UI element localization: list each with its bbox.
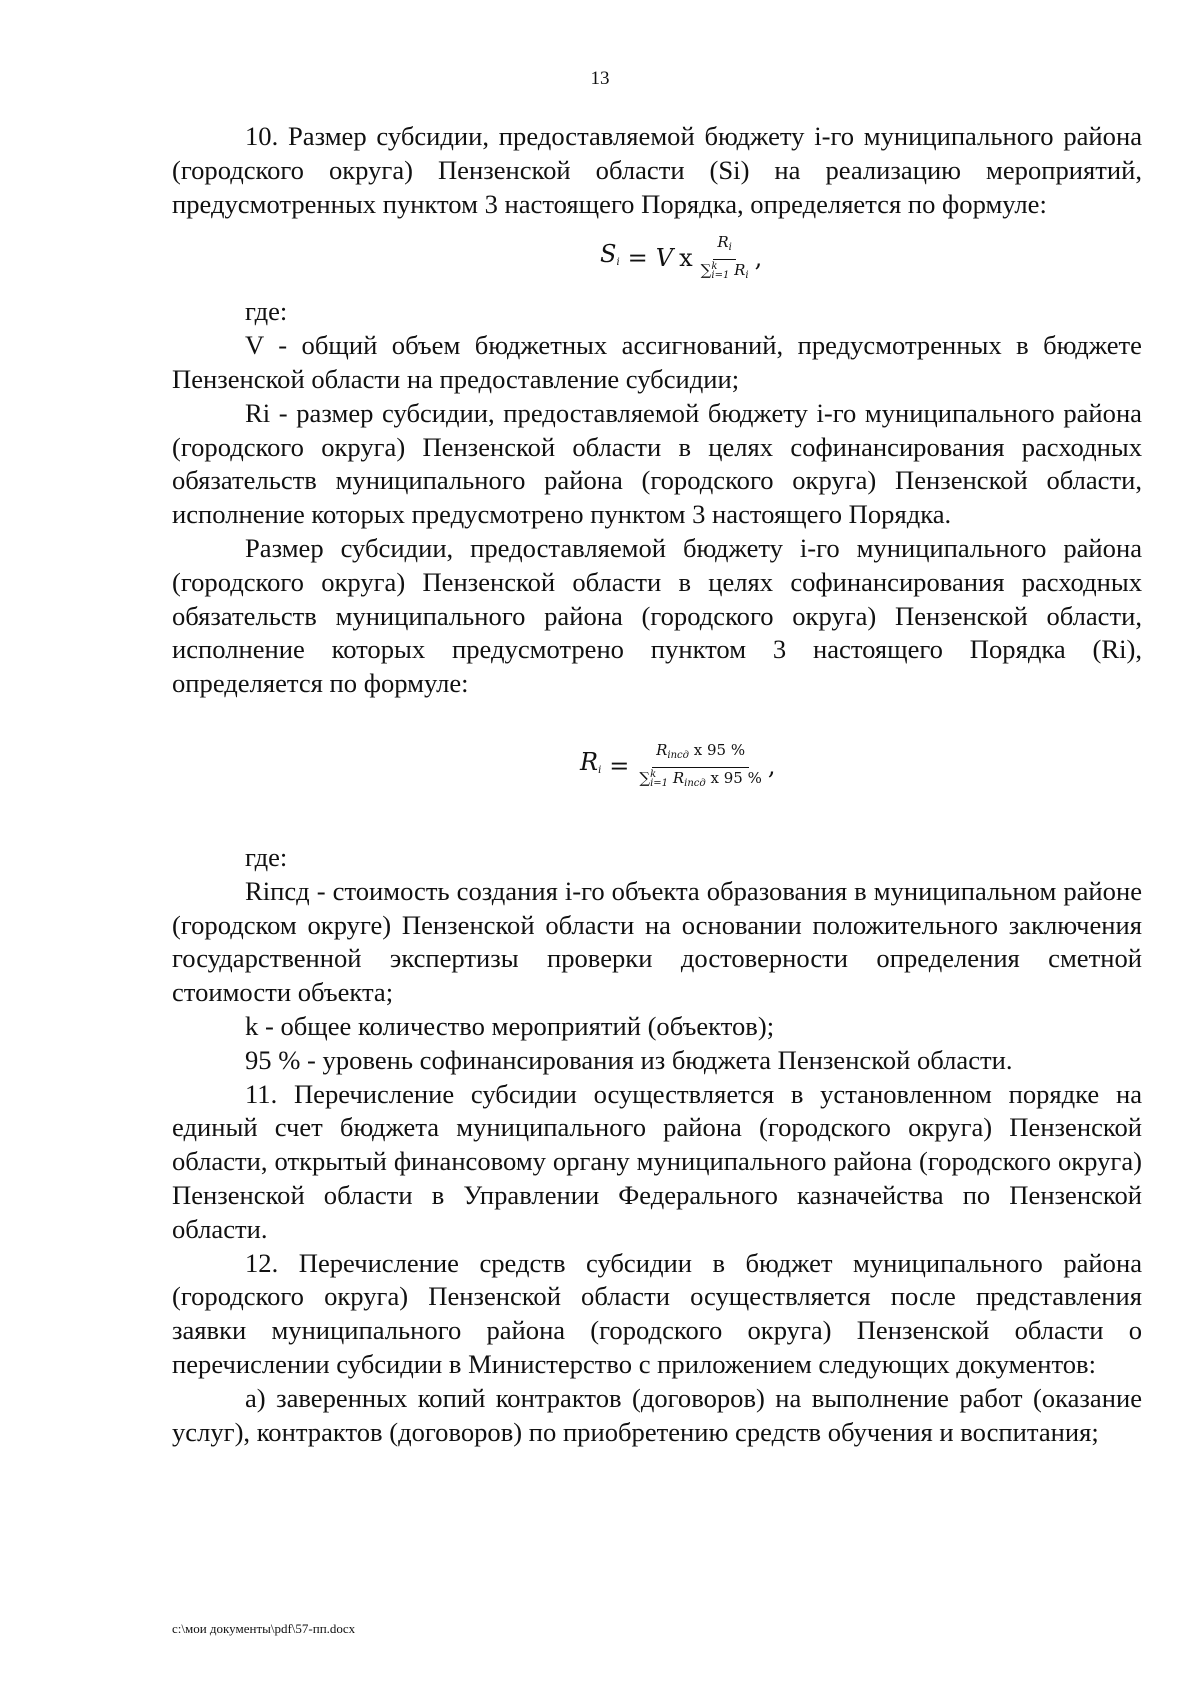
paragraph: 10. Размер субсидии, предоставляемой бюджету i-го муниципального района (городского округа) Пензенской области (Si) на реализацию мероприятий, предусмотренных пунктом 3 настоящего Порядка, определяется по формуле: [172,121,1142,219]
formula-subsidy-si [172,221,1142,295]
fraction-numerator: $R_i$ [713,233,736,260]
document-body [172,120,1142,1449]
paragraph: где: [245,841,288,872]
formula-v: V [655,244,674,273]
file-path-footer: c:\мои документы\pdf\57-пп.docx [172,1621,356,1636]
formula-subsidy-ri [172,701,1142,841]
formula-si-expression [600,233,762,285]
paragraph: Ri - размер субсидии, предоставляемой бюджету i-го муниципального района (городского округа) Пензенской области в целях софинансирования расходных обязательств муниципального района (городского округа) Пензенской области, исполнение которых предусмотрено пунктом 3 настоящего Порядка. [172,397,1142,530]
paragraph: 12. Перечисление средств субсидии в бюджет муниципального района (городского округа) Пензенской области осуществляется после представления заявки муниципального района (городского округа) Пензенской области о перечислении субсидии в Министерство с приложением следующих документов: [172,1247,1142,1379]
paragraph-group [172,841,1142,1449]
paragraph-group [172,295,1142,701]
paragraph: V - общий объем бюджетных ассигнований, предусмотренных в бюджете Пензенской области на предоставление субсидии; [172,330,1142,394]
fraction-denominator: ∑ k i=1 $R_i$ [700,261,749,282]
paragraph: Riпсд - стоимость создания i-го объекта образования в муниципальном районе (городском округе) Пензенской области на основании положительного заключения государственной экспертизы проверки достоверности определения сметной стоимости объекта; [172,875,1142,1008]
paragraph: Размер субсидии, предоставляемой бюджету i-го муниципального района (городского округа) Пензенской области в целях софинансирования расходных обязательств муниципального района (городского округа) Пензенской области, исполнение которых предусмотрено пунктом 3 настоящего Порядка (Ri), определяется по формуле: [172,532,1142,699]
formula-tail: , [754,244,763,273]
formula-equals: = [627,244,648,273]
paragraph: где: [245,296,288,327]
fraction-numerator: $R_{iпсд}$ x 95 % [652,741,749,768]
formula-times: x [679,244,693,273]
paragraph: а) заверенных копий контрактов (договоров) на выполнение работ (оказание услуг), контрактов (договоров) по приобретению средств обучения и воспитания; [172,1382,1142,1447]
formula-fraction [701,233,749,285]
page-number: 13 [590,68,610,89]
formula-ri-expression [580,741,775,793]
formula-lhs: Ri [580,748,602,777]
fraction-denominator: ∑ k i=1 $R_{iпсд}$ x 95 % [639,768,762,789]
formula-fraction [639,741,761,793]
paragraph-group [172,120,1142,221]
paragraph: k - общее количество мероприятий (объектов); [245,1010,775,1041]
formula-equals: = [609,752,630,781]
formula-lhs: Si [600,240,620,269]
formula-tail: , [767,752,776,781]
paragraph: 95 % - уровень софинансирования из бюджета Пензенской области. [245,1044,1013,1075]
paragraph: 11. Перечисление субсидии осуществляется в установленном порядке на единый счет бюджета муниципального района (городского округа) Пензенской области, открытый финансовому органу муниципального района (городского округа) Пензенской области в Управлении Федерального казначейства по Пензенской области. [172,1078,1142,1244]
